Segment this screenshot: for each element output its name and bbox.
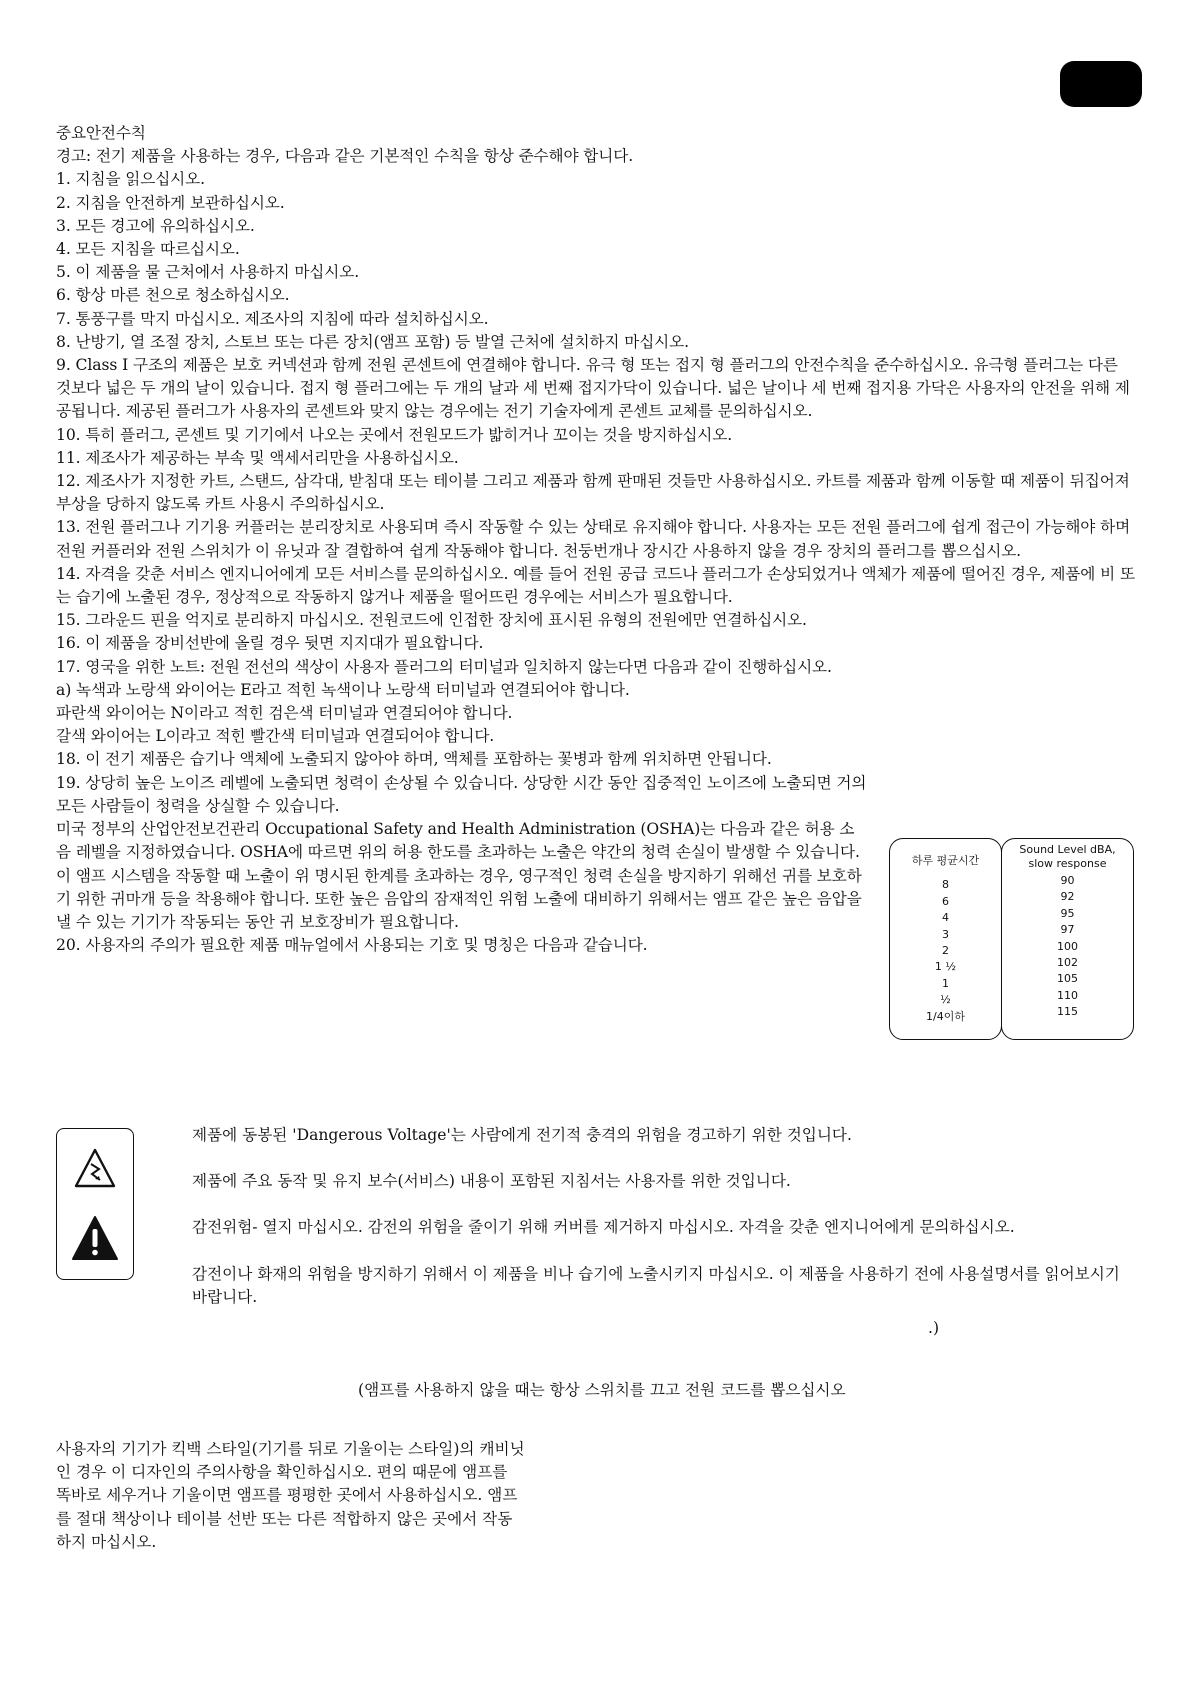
page-tab-marker — [1060, 61, 1142, 107]
closing-parenthesis: .) — [928, 1319, 940, 1337]
osha-noise-table — [889, 838, 1134, 1042]
list-item: 4. 모든 지침을 따르십시오. — [56, 240, 240, 259]
list-item: 6. 항상 마른 천으로 청소하십시오. — [56, 286, 290, 305]
list-item: 9. Class I 구조의 제품은 보호 커넥션과 함께 전원 콘센트에 연결해야 합니다. 유극 형 또는 접지 형 플러그의 안전수칙을 준수하십시오. 유극형 플러그는 다른 것보다 넓은 두 개의 날이 있습니다. 접지 형 플러그에는 두 개의 날과 세 번째 접지가닥이 있습니다. 넓은 날이나 세 번째 접지용 가닥은 사용자의 안전을 위해 제공됩니다. 제공된 플러그가 사용자의 콘센트와 맞지 않는 경우에는 전기 기술자에게 콘센트 교체를 문의하십시오. — [56, 356, 1130, 421]
kickback-note — [56, 1438, 526, 1554]
sound-level-column — [1001, 838, 1134, 1040]
table-cell: 8 — [942, 878, 949, 892]
list-item: 14. 자격을 갖춘 서비스 엔지니어에게 모든 서비스를 문의하십시오. 예를 들어 전원 공급 코드나 플러그가 손상되었거나 액체가 제품에 떨어진 경우, 제품에 비 또는 습기에 노출된 경우, 정상적으로 작동하지 않거나 제품을 떨어뜨린 경우에는 서비스가 필요합니다. — [56, 564, 1135, 607]
osha-paragraph: 미국 정부의 산업안전보건관리 Occupational Safety and Health Administration (OSHA)는 다음과 같은 허용 소음 레벨을 지정하였습니다. OSHA에 따르면 위의 허용 한도를 초과하는 노출은 약간의 청력 손실이 발생할 수 있습니다. 이 앰프 시스템을 작동할 때 노출이 위 명시된 한계를 초과하는 경우, 영구적인 청력 손실을 방지하기 위해선 귀를 보호하기 위한 귀마개 등을 착용해야 합니다. 또한 높은 음압의 잠재적인 위험 노출에 대비하기 위해서는 앰프 같은 높은 음압을 낼 수 있는 기기가 작동되는 동안 귀 보호장비가 필요합니다. — [56, 820, 862, 931]
table-cell: 1 — [942, 976, 949, 990]
hours-header: 하루 평균시간 — [911, 854, 980, 867]
list-item: 7. 통풍구를 막지 마십시오. 제조사의 지침에 따라 설치하십시오. — [56, 309, 489, 328]
list-item: 12. 제조사가 지정한 카트, 스탠드, 삼각대, 받침대 또는 테이블 그리고 제품과 함께 판매된 것들만 사용하십시오. 카트를 제품과 함께 이동할 때 제품이 뒤집어져 부상을 당하지 않도록 카트 사용시 주의하십시오. — [56, 472, 1130, 514]
list-item: 갈색 와이어는 L이라고 적힌 빨간색 터미널과 연결되어야 합니다. — [56, 727, 495, 746]
list-item: 11. 제조사가 제공하는 부속 및 액세서리만을 사용하십시오. — [56, 448, 459, 467]
kickback-text: 사용자의 기기가 킥백 스타일(기기를 뒤로 기울이는 스타일)의 캐비닛인 경우 이 디자인의 주의사항을 확인하십시오. 편의 때문에 앰프를 똑바로 세우거나 기울이면 앰프를 평평한 곳에서 사용하십시오. 앰프를 절대 책상이나 테이블 선반 또는 다른 적합하지 않은 곳에서 작동하지 마십시오. — [56, 1440, 525, 1551]
list-item: 10. 특히 플러그, 콘센트 및 기기에서 나오는 곳에서 전원모드가 밟히거나 꼬이는 것을 방지하십시오. — [56, 425, 733, 444]
list-item: 1. 지침을 읽으십시오. — [56, 170, 205, 189]
table-cell: 105 — [1057, 972, 1078, 986]
list-item: 3. 모든 경고에 유의하십시오. — [56, 216, 255, 235]
lightning-triangle-icon — [73, 1147, 117, 1189]
table-cell: 1/4이하 — [926, 1009, 965, 1023]
table-cell: ½ — [940, 993, 951, 1007]
shock-warning-text: 감전위험- 열지 마십시오. 감전의 위험을 줄이기 위해 커버를 제거하지 마십시오. 자격을 갖춘 엔지니어에게 문의하십시오. — [192, 1218, 1015, 1237]
list-item: 20. 사용자의 주의가 필요한 제품 매뉴얼에서 사용되는 기호 및 명칭은 다음과 같습니다. — [56, 936, 648, 955]
table-cell: 110 — [1057, 988, 1078, 1002]
list-item: 파란색 와이어는 N이라고 적힌 검은색 터미널과 연결되어야 합니다. — [56, 704, 513, 723]
table-cell: 2 — [942, 944, 949, 958]
list-item: 16. 이 제품을 장비선반에 올릴 경우 뒷면 지지대가 필요합니다. — [56, 634, 484, 653]
unplug-note: (앰프를 사용하지 않을 때는 항상 스위치를 끄고 전원 코드를 뽑으십시오 — [358, 1381, 846, 1399]
narrow-column — [56, 748, 868, 957]
table-cell: 6 — [942, 894, 949, 908]
list-item: 8. 난방기, 열 조절 장치, 스토브 또는 다른 장치(앰프 포함) 등 발열 근처에 설치하지 마십시오. — [56, 332, 689, 351]
list-item: 2. 지침을 안전하게 보관하십시오. — [56, 193, 285, 212]
warning-symbols-box — [56, 1128, 134, 1280]
safety-instructions — [56, 122, 1136, 957]
list-item: 5. 이 제품을 물 근처에서 사용하지 마십시오. — [56, 263, 360, 282]
table-cell: 100 — [1057, 939, 1078, 953]
table-cell: 4 — [942, 911, 949, 925]
fire-warning-text: 감전이나 화재의 위험을 방지하기 위해서 이 제품을 비나 습기에 노출시키지 마십시오. 이 제품을 사용하기 전에 사용설명서를 읽어보시기 바랍니다. — [192, 1264, 1120, 1306]
table-cell: 1 ½ — [934, 960, 957, 974]
table-cell: 3 — [942, 927, 949, 941]
instructions-text: 제품에 주요 동작 및 유지 보수(서비스) 내용이 포함된 지침서는 사용자를 위한 것입니다. — [192, 1172, 791, 1191]
hours-column — [889, 838, 1002, 1040]
list-item: 17. 영국을 위한 노트: 전원 전선의 색상이 사용자 플러그의 터미널과 일치하지 않는다면 다음과 같이 진행하십시오. — [56, 657, 832, 676]
list-item: 13. 전원 플러그나 기기용 커플러는 분리장치로 사용되며 즉시 작동할 수 있는 상태로 유지해야 합니다. 사용자는 모든 전원 플러그에 쉽게 접근이 가능해야 하며 전원 커플러와 전원 스위치가 이 유닛과 잘 결합하여 쉽게 작동해야 합니다. 천둥번개나 장시간 사용하지 않을 경우 장치의 플러그를 뽑으십시오. — [56, 518, 1131, 560]
table-cell: 95 — [1060, 906, 1075, 920]
warning-intro: 경고: 전기 제품을 사용하는 경우, 다음과 같은 기본적인 수칙을 항상 준수해야 합니다. — [56, 147, 634, 166]
table-cell: 90 — [1060, 874, 1075, 887]
table-cell: 115 — [1057, 1005, 1078, 1019]
list-item: 19. 상당히 높은 노이즈 레벨에 노출되면 청력이 손상될 수 있습니다. 상당한 시간 동안 집중적인 노이즈에 노출되면 거의 모든 사람들이 청력을 상실할 수 있습니다. — [56, 773, 867, 815]
sound-level-header-line: slow response — [1028, 857, 1107, 870]
list-item: 18. 이 전기 제품은 습기나 액체에 노출되지 않아야 하며, 액체를 포함하는 꽃병과 함께 위치하면 안됩니다. — [56, 750, 772, 769]
sound-level-header — [1002, 843, 1133, 871]
list-item: 15. 그라운드 핀을 억지로 분리하지 마십시오. 전원코드에 인접한 장치에 표시된 유형의 전원에만 연결하십시오. — [56, 611, 807, 630]
list-item: a) 녹색과 노랑색 와이어는 E라고 적힌 녹색이나 노랑색 터미널과 연결되어야 합니다. — [56, 680, 630, 699]
page-title: 중요안전수칙 — [56, 124, 146, 142]
table-cell: 102 — [1057, 956, 1078, 970]
dangerous-voltage-text: 제품에 동봉된 'Dangerous Voltage'는 사람에게 전기적 충격의 위험을 경고하기 위한 것입니다. — [192, 1126, 852, 1144]
sound-level-header-line: Sound Level dBA, — [1019, 843, 1116, 856]
table-cell: 92 — [1060, 890, 1075, 904]
exclamation-triangle-icon — [71, 1215, 119, 1261]
table-cell: 97 — [1060, 923, 1075, 937]
symbol-descriptions — [192, 1124, 1132, 1309]
